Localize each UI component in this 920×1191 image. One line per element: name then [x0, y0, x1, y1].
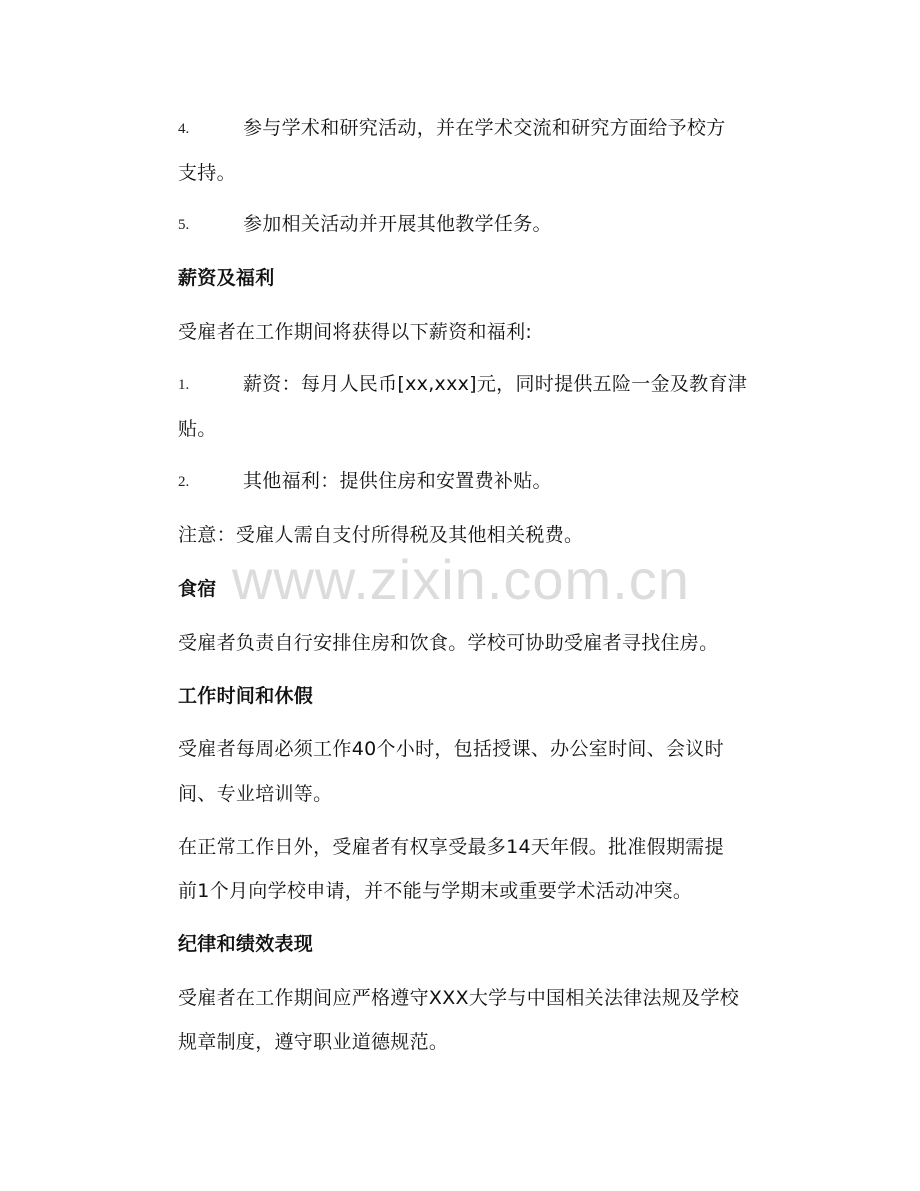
worktime-p1-line1: 受雇者每周必须工作40个小时，包括授课、办公室时间、会议时 [178, 738, 724, 760]
item4-line2: 支持。 [178, 162, 236, 184]
salary-heading: 薪资及福利 [178, 267, 275, 289]
salary-note: 注意：受雇人需自支付所得税及其他相关税费。 [178, 524, 584, 546]
salary-item1-line1: 薪资：每月人民币[xx,xxx]元，同时提供五险一金及教育津 [243, 373, 748, 395]
salary-intro: 受雇者在工作期间将获得以下薪资和福利: [178, 321, 533, 343]
worktime-p2-line2: 前1个月向学校申请，并不能与学期末或重要学术活动冲突。 [178, 880, 693, 902]
list-number-2: 2. [178, 474, 190, 490]
discipline-line1: 受雇者在工作期间应严格遵守XXX大学与中国相关法律法规及学校 [178, 987, 740, 1009]
item5-text: 参加相关活动并开展其他教学任务。 [243, 213, 552, 235]
worktime-p2-line1: 在正常工作日外，受雇者有权享受最多14天年假。批准假期需提 [178, 836, 724, 858]
item4-line1: 参与学术和研究活动，并在学术交流和研究方面给予校方 [243, 117, 726, 139]
worktime-heading: 工作时间和休假 [178, 685, 314, 707]
salary-item2-text: 其他福利：提供住房和安置费补贴。 [243, 470, 552, 492]
watermark: www.zixin.com.cn [232, 548, 690, 611]
list-number-4: 4. [178, 121, 190, 137]
discipline-heading: 纪律和绩效表现 [178, 933, 314, 955]
lodging-text: 受雇者负责自行安排住房和饮食。学校可协助受雇者寻找住房。 [178, 632, 719, 654]
lodging-heading: 食宿 [178, 578, 217, 600]
list-number-5: 5. [178, 217, 190, 233]
worktime-p1-line2: 间、专业培训等。 [178, 783, 333, 805]
list-number-1: 1. [178, 377, 190, 393]
salary-item1-line2: 贴。 [178, 418, 217, 440]
discipline-line2: 规章制度，遵守职业道德规范。 [178, 1031, 449, 1053]
